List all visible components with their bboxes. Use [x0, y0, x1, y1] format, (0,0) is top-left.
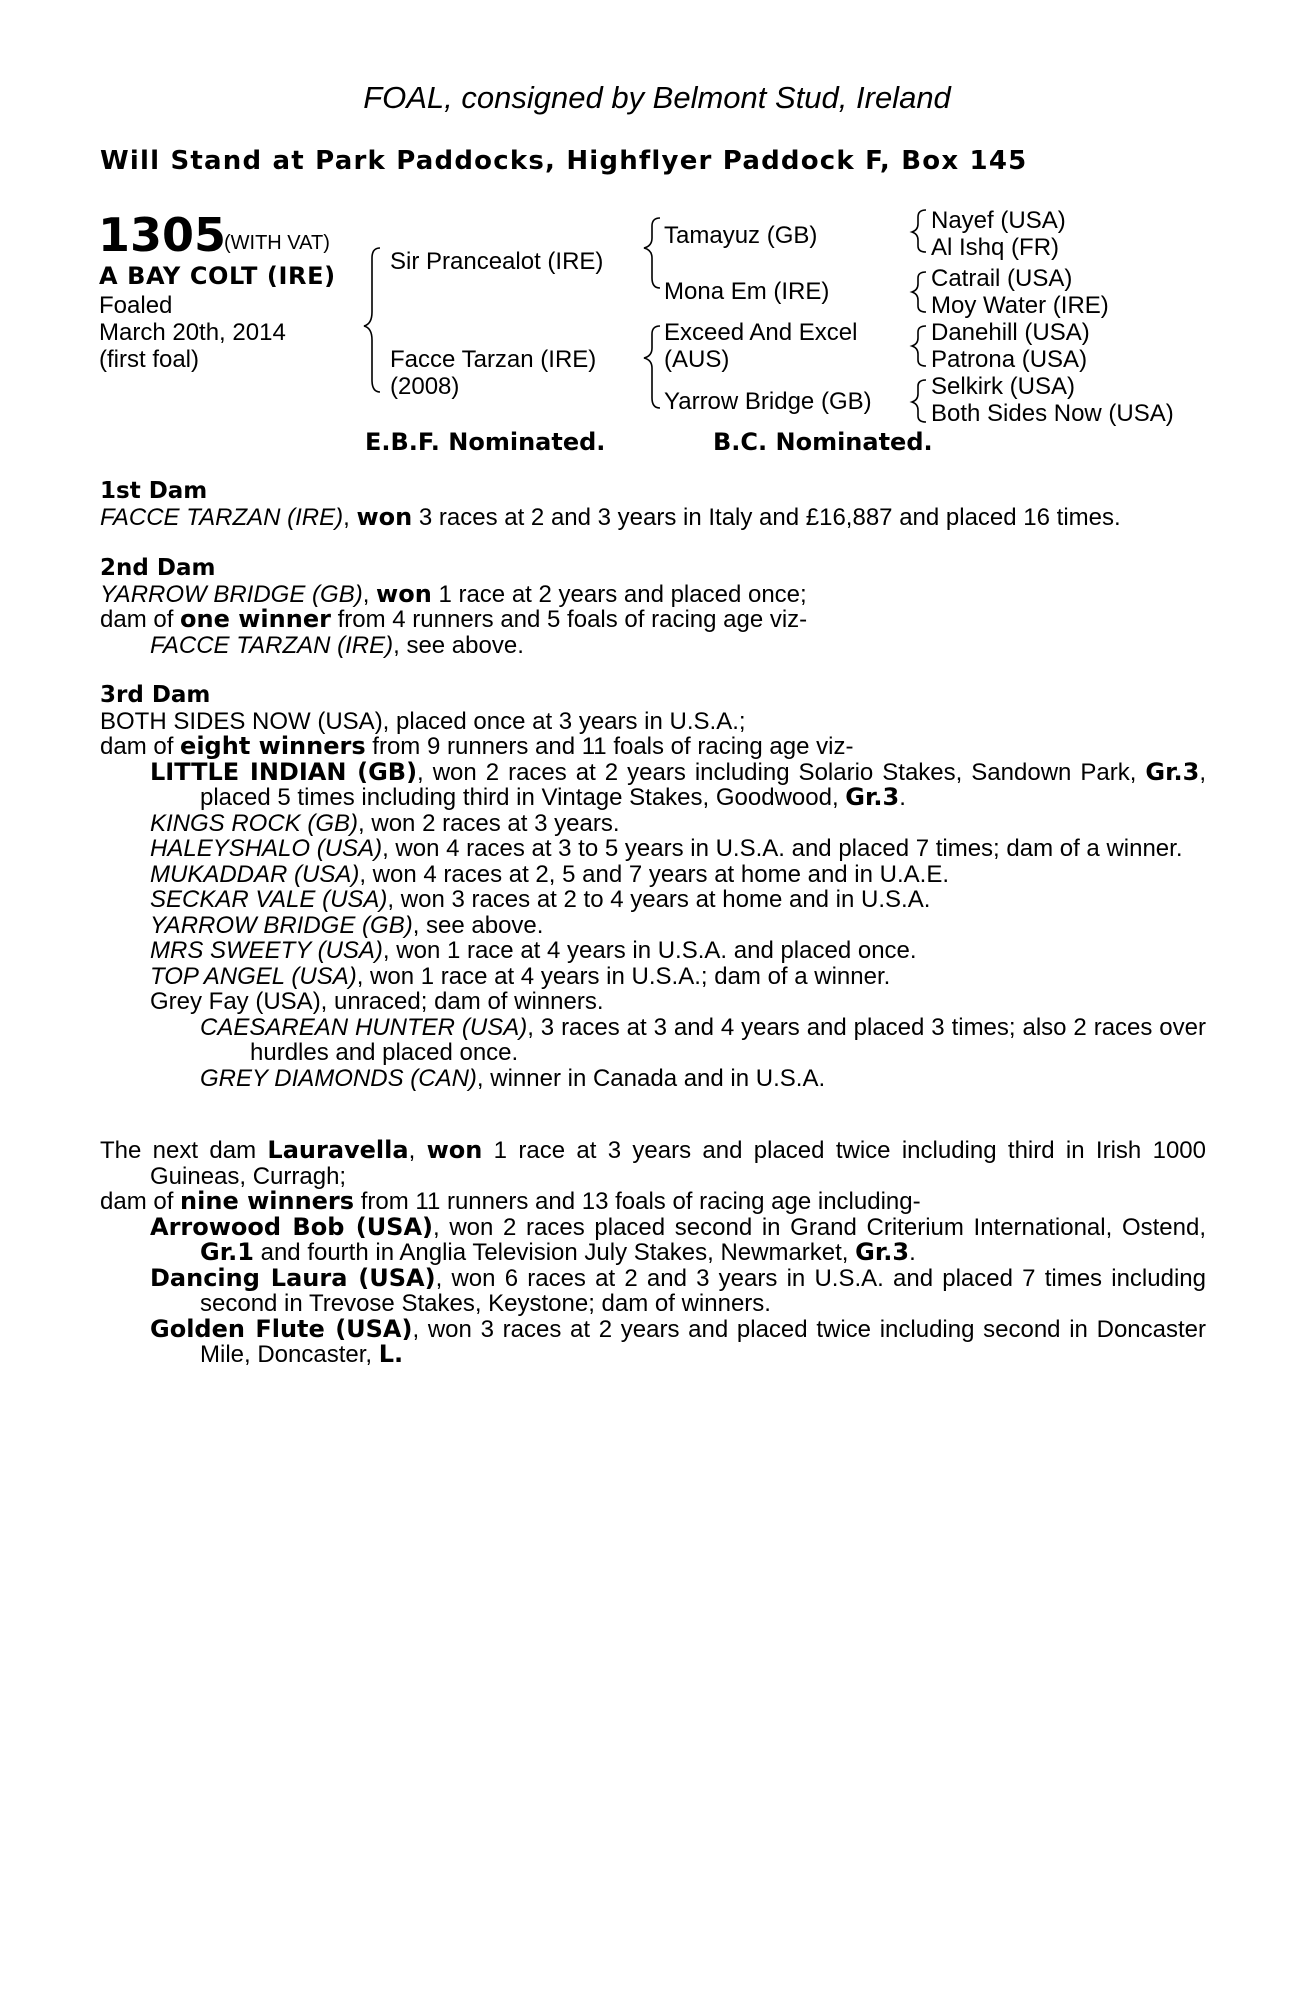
third-dam-progeny-4 — [100, 862, 1206, 888]
brace-exceed — [912, 326, 926, 366]
pedigree-dam-sire-1: Exceed And Excel — [664, 319, 858, 346]
third-dam-progeny-7 — [100, 938, 1206, 964]
pedigree-dsd: Patrona (USA) — [931, 346, 1088, 373]
brace-dam — [644, 326, 660, 408]
second-dam-runners: from 4 runners and 5 foals of racing age viz- — [330, 606, 808, 633]
progeny-text: , see above. — [412, 911, 544, 939]
third-dam-title: 3rd Dam — [100, 682, 211, 708]
next-dam-produce-line — [100, 1189, 1206, 1215]
bc-nominated: B.C. Nominated. — [713, 428, 933, 456]
second-dam-won: won — [376, 579, 432, 608]
pedigree-sire: Sir Prancealot (IRE) — [390, 248, 604, 275]
second-dam-title: 2nd Dam — [100, 555, 216, 581]
pedigree-dss: Danehill (USA) — [931, 319, 1090, 346]
progeny-name: HALEYSHALO (USA) — [150, 835, 383, 862]
third-dam-produce-line — [100, 734, 1206, 760]
second-dam-line: YARROW BRIDGE (GB), won 1 race at 2 years and placed once; — [100, 579, 807, 608]
next-dam-winners: nine winners — [180, 1187, 355, 1215]
progeny-name: KINGS ROCK (GB) — [150, 809, 359, 837]
vat-note: (WITH VAT) — [224, 232, 330, 254]
pedigree-dam-dam: Yarrow Bridge (GB) — [664, 388, 872, 415]
lot-number: 1305 — [98, 208, 227, 262]
foal-note: (first foal) — [99, 346, 200, 373]
progeny-text: , won 4 races at 2, 5 and 7 years at home and in U.A.E. — [359, 860, 950, 888]
third-dam-dam-of: dam of — [100, 733, 181, 760]
progeny-name: Arrowood Bob (USA) — [150, 1212, 434, 1241]
pedigree-ssd: Al Ishq (FR) — [931, 234, 1060, 261]
third-dam-progeny-6 — [100, 913, 1206, 939]
progeny-text: , won 2 races placed second in Grand Criterium International, Ostend, — [433, 1213, 1206, 1241]
first-dam-name: FACCE TARZAN (IRE) — [100, 503, 344, 531]
progeny-grade: Gr.3 — [1145, 757, 1200, 786]
first-dam-record: 3 races at 2 and 3 years in Italy and £16,887 and placed 16 times. — [412, 503, 1121, 531]
first-dam-section — [100, 479, 1206, 530]
progeny-name: Dancing Laura (USA) — [150, 1263, 436, 1292]
progeny-grade: Gr.3 — [855, 1238, 910, 1266]
grand-progeny-2 — [100, 1066, 1206, 1092]
progeny-text: , won 6 races at 2 and 3 years in U.S.A. and placed 7 times including second in Trevose Stakes, Keystone; dam of winners. — [200, 1264, 1206, 1317]
pedigree-sds: Catrail (USA) — [931, 265, 1073, 292]
second-dam-name: YARROW BRIDGE (GB) — [100, 580, 363, 608]
progeny-text: , see above. — [393, 631, 524, 659]
second-dam-record: 1 race at 2 years and placed once; — [431, 580, 807, 608]
progeny-name: SECKAR VALE (USA) — [150, 886, 388, 913]
page-title: FOAL, consigned by Belmont Stud, Ireland — [363, 80, 951, 115]
next-dam-runners: from 11 runners and 13 foals of racing age including- — [354, 1188, 921, 1215]
brace-mona — [912, 272, 926, 312]
progeny-name: MRS SWEETY (USA) — [150, 937, 383, 964]
progeny-name: LITTLE INDIAN (GB) — [150, 757, 418, 786]
progeny-text: , winner in Canada and in U.S.A. — [476, 1064, 826, 1092]
brace-main — [364, 248, 380, 392]
progeny-name: TOP ANGEL (USA) — [150, 962, 357, 990]
grand-progeny-1 — [100, 1015, 1206, 1066]
progeny-name: GREY DIAMONDS (CAN) — [200, 1064, 477, 1092]
progeny-text: , won 4 races at 3 to 5 years in U.S.A. and placed 7 times; dam of a winner. — [382, 835, 1183, 862]
progeny-name: YARROW BRIDGE (GB) — [150, 911, 413, 939]
progeny-grade: L. — [378, 1340, 404, 1368]
pedigree-braces — [0, 0, 1314, 440]
pedigree-sdd: Moy Water (IRE) — [931, 292, 1109, 319]
first-dam-won: won — [356, 502, 413, 531]
third-dam-progeny-5 — [100, 887, 1206, 913]
third-dam-winners: eight winners — [180, 732, 366, 760]
progeny-grade: Gr.1 — [200, 1238, 254, 1266]
pedigree-ddd: Both Sides Now (USA) — [931, 400, 1174, 427]
foaled-label: Foaled — [99, 292, 173, 319]
next-dam-intro: The next dam — [100, 1137, 268, 1164]
progeny-name: Golden Flute (USA) — [150, 1314, 413, 1343]
progeny-grade: Gr.3 — [845, 783, 900, 811]
second-dam-winners: one winner — [180, 605, 331, 633]
pedigree-sire-dam: Mona Em (IRE) — [664, 278, 830, 305]
next-dam-name: Lauravella — [267, 1136, 409, 1164]
third-dam-runners: from 9 runners and 11 foals of racing age viz- — [365, 733, 854, 760]
next-dam-progeny-3 — [100, 1314, 1206, 1368]
first-dam-line: FACCE TARZAN (IRE), won 3 races at 2 and 3 years in Italy and £16,887 and placed 16 times. — [100, 502, 1121, 531]
third-dam-section — [100, 683, 1206, 1091]
second-dam-dam-of: dam of — [100, 606, 181, 633]
pedigree-dds: Selkirk (USA) — [931, 373, 1076, 400]
lot-name: A BAY COLT (IRE) — [99, 262, 336, 290]
next-dam-section — [100, 1138, 1206, 1368]
third-dam-progeny-3 — [100, 836, 1206, 862]
second-dam-progeny-1 — [100, 633, 1206, 659]
progeny-text: , placed 5 times including third in Vintage Stakes, Goodwood, — [200, 758, 1207, 811]
next-dam-won: won — [426, 1136, 483, 1164]
brace-tamayuz — [912, 210, 926, 252]
next-dam-line — [100, 1138, 1206, 1189]
progeny-name: CAESAREAN HUNTER (USA) — [200, 1013, 528, 1041]
foaled-date: March 20th, 2014 — [99, 319, 286, 346]
next-dam-sep: , — [408, 1137, 427, 1164]
third-dam-progeny-2 — [100, 811, 1206, 837]
progeny-text: . — [899, 784, 906, 811]
third-dam-line: BOTH SIDES NOW (USA), placed once at 3 years in U.S.A.; — [100, 707, 746, 735]
next-dam-dam-of: dam of — [100, 1188, 181, 1215]
second-dam-produce-line — [100, 607, 1206, 633]
progeny-text: and fourth in Anglia Television July Stakes, Newmarket, — [253, 1239, 856, 1266]
progeny-text: , won 3 races at 2 to 4 years at home and in U.S.A. — [387, 886, 931, 913]
second-dam-section — [100, 556, 1206, 658]
progeny-text: , won 3 races at 2 years and placed twice including second in Doncaster Mile, Doncaster, — [200, 1315, 1206, 1368]
progeny-text: , won 2 races at 3 years. — [358, 809, 620, 837]
third-dam-progeny-9: Grey Fay (USA), unraced; dam of winners. — [150, 988, 604, 1015]
third-dam-progeny-1 — [100, 757, 1207, 811]
stand-location: Will Stand at Park Paddocks, Highflyer Paddock F, Box 145 — [100, 146, 1028, 176]
next-dam-record: 1 race at 3 years and placed twice including third in Irish 1000 Guineas, Curragh; — [150, 1137, 1206, 1190]
progeny-text: , won 1 race at 4 years in U.S.A. and placed once. — [382, 937, 917, 964]
next-dam-progeny-1 — [100, 1212, 1206, 1266]
pedigree-dam-year: (2008) — [390, 373, 460, 400]
progeny-name: FACCE TARZAN (IRE) — [150, 631, 394, 659]
brace-yarrow — [912, 380, 926, 422]
pedigree-sss: Nayef (USA) — [931, 207, 1066, 234]
first-dam-title: 1st Dam — [100, 478, 208, 504]
pedigree-dam: Facce Tarzan (IRE) — [390, 346, 597, 373]
pedigree-sire-sire: Tamayuz (GB) — [664, 222, 818, 249]
progeny-text: , 3 races at 3 and 4 years and placed 3 times; also 2 races over hurdles and placed once. — [250, 1013, 1206, 1066]
third-dam-progeny-8 — [100, 964, 1206, 990]
next-dam-progeny-2 — [100, 1263, 1206, 1317]
brace-sire — [644, 218, 660, 288]
progeny-text: , won 2 races at 2 years including Solario Stakes, Sandown Park, — [417, 758, 1146, 786]
progeny-text: , won 1 race at 4 years in U.S.A.; dam of a winner. — [356, 962, 891, 990]
progeny-text: . — [909, 1239, 916, 1266]
progeny-name: MUKADDAR (USA) — [150, 860, 360, 888]
ebf-nominated: E.B.F. Nominated. — [365, 428, 606, 456]
pedigree-dam-sire-2: (AUS) — [664, 346, 730, 373]
